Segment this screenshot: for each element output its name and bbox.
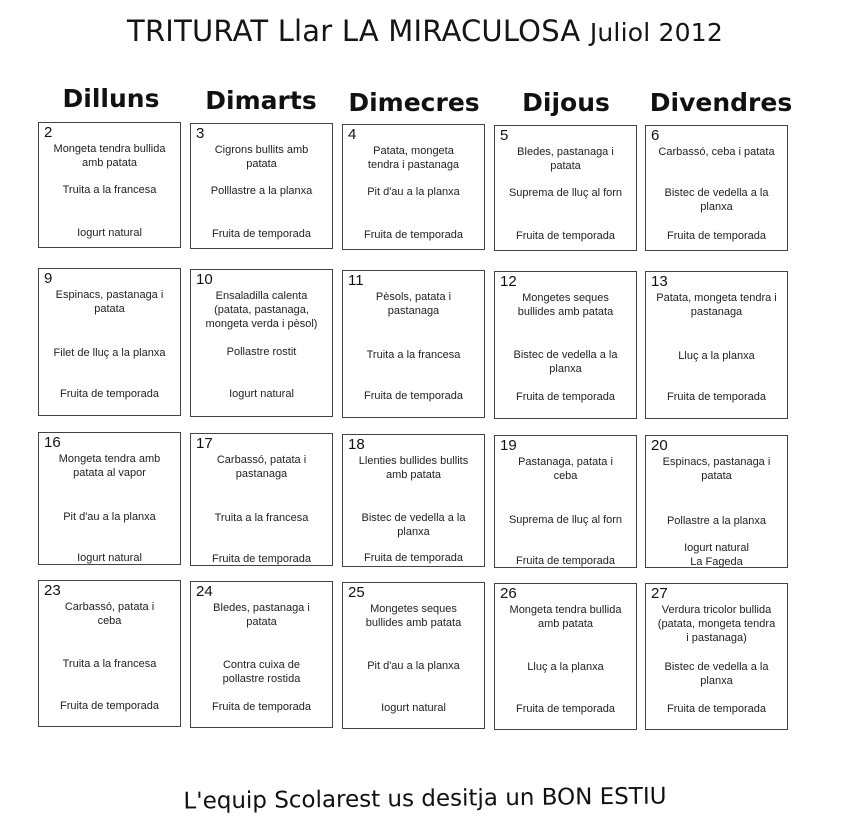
- second-course: Pollastre rostit: [226, 346, 297, 358]
- day-header-dimecres: Dimecres: [348, 88, 480, 117]
- first-course: Carbassó, patata i ceba: [64, 601, 155, 627]
- second-course: Suprema de lluç al forn: [508, 187, 623, 199]
- second-course: Lluç a la planxa: [527, 661, 604, 673]
- first-course: Patata, mongeta tendra i pastanaga: [656, 292, 777, 318]
- menu-title: TRITURAT Llar LA MIRACULOSA: [127, 14, 581, 48]
- first-course: Bledes, pastanaga i patata: [517, 146, 614, 172]
- second-course: Truita a la francesa: [366, 349, 461, 361]
- day-header-dimarts: Dimarts: [205, 86, 317, 115]
- dessert: Fruita de temporada: [211, 553, 312, 565]
- first-course: Pastanaga, patata i ceba: [518, 456, 613, 482]
- dessert: Fruita de temporada: [211, 701, 312, 713]
- dessert: Fruita de temporada: [211, 228, 312, 240]
- first-course: Mongeta tendra bullida amb patata: [53, 143, 166, 169]
- second-course: Lluç a la planxa: [678, 350, 755, 362]
- menu-day-cell: [190, 269, 333, 417]
- first-course: Espinacs, pastanaga i patata: [55, 289, 164, 315]
- second-course: Pit d'au a la planxa: [367, 660, 460, 672]
- dessert: Fruita de temporada: [515, 230, 616, 242]
- day-number: 3: [196, 125, 205, 142]
- first-course: Pèsols, patata i pastanaga: [375, 291, 452, 317]
- day-number: 4: [348, 126, 357, 143]
- dessert: Fruita de temporada: [515, 555, 616, 567]
- first-course: Verdura tricolor bullida (patata, mongeta tendra i pastanaga): [657, 604, 776, 644]
- menu-day-cell: [494, 435, 637, 568]
- day-number: 12: [500, 273, 517, 290]
- day-number: 2: [44, 124, 53, 141]
- day-number: 10: [196, 271, 213, 288]
- dessert: Iogurt natural: [77, 227, 142, 239]
- first-course: Mongetes seques bullides amb patata: [365, 603, 462, 629]
- dessert: Fruita de temporada: [515, 391, 616, 403]
- day-number: 25: [348, 584, 365, 601]
- first-course: Bledes, pastanaga i patata: [213, 602, 310, 628]
- second-course: Bistec de vedella a la planxa: [664, 187, 769, 213]
- day-header-dilluns: Dilluns: [62, 84, 160, 113]
- day-number: 5: [500, 127, 509, 144]
- dessert: Iogurt natural La Fageda: [684, 542, 749, 568]
- first-course: Carbassó, patata i pastanaga: [216, 454, 307, 480]
- day-number: 16: [44, 434, 61, 451]
- second-course: Pit d'au a la planxa: [63, 511, 156, 523]
- dessert: Fruita de temporada: [666, 703, 767, 715]
- second-course: Truita a la francesa: [214, 512, 309, 524]
- day-number: 9: [44, 270, 53, 287]
- day-number: 13: [651, 273, 668, 290]
- dessert: Fruita de temporada: [666, 230, 767, 242]
- day-number: 26: [500, 585, 517, 602]
- first-course: Carbassó, ceba i patata: [658, 146, 775, 158]
- dessert: Fruita de temporada: [666, 391, 767, 403]
- second-course: Pollastre a la planxa: [666, 515, 767, 527]
- menu-day-cell: [38, 268, 181, 416]
- dessert: Iogurt natural: [229, 388, 294, 400]
- first-course: Patata, mongeta tendra i pastanaga: [367, 145, 460, 171]
- second-course: Bistec de vedella a la planxa: [664, 661, 769, 687]
- dessert: Fruita de temporada: [363, 552, 464, 564]
- first-course: Mongeta tendra amb patata al vapor: [58, 453, 161, 479]
- second-course: Truita a la francesa: [62, 184, 157, 196]
- menu-day-cell: [342, 270, 485, 418]
- day-number: 19: [500, 437, 517, 454]
- first-course: Cigrons bullits amb patata: [214, 144, 309, 170]
- second-course: Suprema de lluç al forn: [508, 514, 623, 526]
- first-course: Llenties bullides bullits amb patata: [358, 455, 469, 481]
- menu-day-cell: [342, 124, 485, 250]
- day-number: 23: [44, 582, 61, 599]
- menu-period: Juliol 2012: [589, 18, 723, 47]
- dessert: Iogurt natural: [77, 552, 142, 564]
- menu-day-cell: [494, 125, 637, 251]
- day-header-dijous: Dijous: [522, 88, 610, 117]
- farewell-message: L'equip Scolarest us desitja un BON ESTIU: [183, 783, 667, 815]
- first-course: Espinacs, pastanaga i patata: [662, 456, 771, 482]
- second-course: Bistec de vedella a la planxa: [361, 512, 466, 538]
- day-number: 17: [196, 435, 213, 452]
- second-course: Bistec de vedella a la planxa: [513, 349, 618, 375]
- day-number: 27: [651, 585, 668, 602]
- menu-day-cell: [190, 123, 333, 249]
- menu-day-cell: [645, 583, 788, 730]
- menu-day-cell: [494, 583, 637, 730]
- dessert: Fruita de temporada: [363, 390, 464, 402]
- second-course: Filet de lluç a la planxa: [53, 347, 166, 359]
- day-header-divendres: Divendres: [649, 88, 793, 117]
- menu-day-cell: [38, 122, 181, 248]
- dessert: Iogurt natural: [381, 702, 446, 714]
- menu-day-cell: [38, 580, 181, 727]
- menu-day-cell: [645, 125, 788, 251]
- day-number: 24: [196, 583, 213, 600]
- first-course: Mongeta tendra bullida amb patata: [509, 604, 622, 630]
- dessert: Fruita de temporada: [515, 703, 616, 715]
- day-number: 11: [348, 272, 364, 289]
- menu-day-cell: [190, 581, 333, 728]
- menu-day-cell: [342, 582, 485, 729]
- dessert: Fruita de temporada: [59, 388, 160, 400]
- dessert: Fruita de temporada: [363, 229, 464, 241]
- first-course: Mongetes seques bullides amb patata: [517, 292, 614, 318]
- menu-day-cell: [645, 435, 788, 568]
- menu-day-cell: [38, 432, 181, 565]
- second-course: Contra cuixa de pollastre rostida: [222, 659, 301, 685]
- second-course: Polllastre a la planxa: [210, 185, 313, 197]
- page-title: [0, 14, 850, 48]
- menu-day-cell: [494, 271, 637, 419]
- first-course: Ensaladilla calenta (patata, pastanaga, mongeta verda i pèsol): [205, 290, 318, 330]
- dessert: Fruita de temporada: [59, 700, 160, 712]
- second-course: Truita a la francesa: [62, 658, 157, 670]
- menu-day-cell: [342, 434, 485, 567]
- day-number: 6: [651, 127, 660, 144]
- menu-day-cell: [190, 433, 333, 566]
- day-number: 18: [348, 436, 365, 453]
- day-number: 20: [651, 437, 668, 454]
- menu-day-cell: [645, 271, 788, 419]
- second-course: Pit d'au a la planxa: [367, 186, 460, 198]
